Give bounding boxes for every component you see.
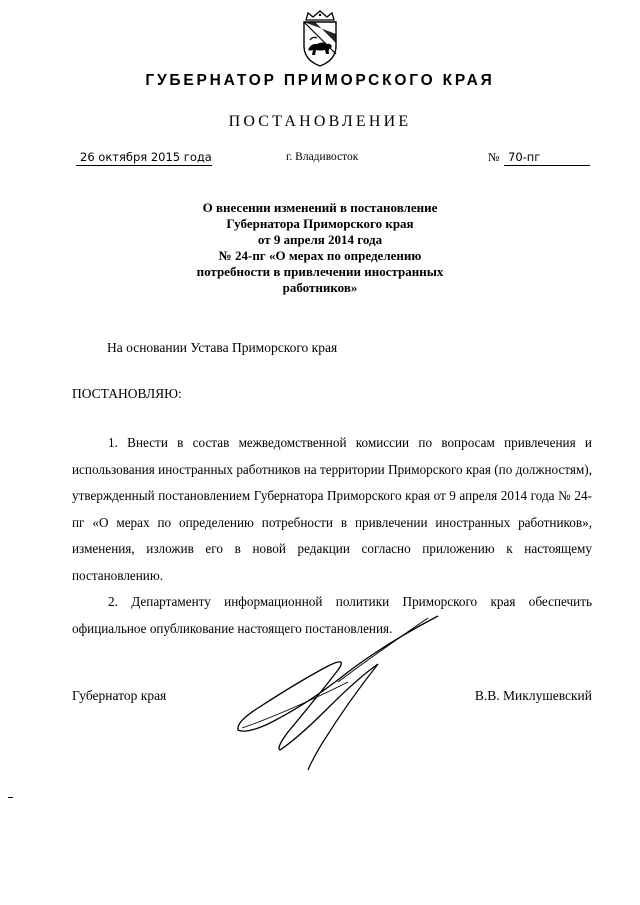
legal-basis: На основании Устава Приморского края xyxy=(107,340,338,355)
issuing-authority: ГУБЕРНАТОР ПРИМОРСКОГО КРАЯ xyxy=(145,72,495,89)
signatory-position: Губернатор края xyxy=(72,688,167,703)
title-line: потребности в привлечении иностранных xyxy=(196,264,444,279)
clause-1: 1. Внести в состав межведомственной комиссии по вопросам привлечения и использования иностранных работников на территории Приморского края (по должностям), утвержденный постановлением Губернатора Приморского края от 9 апреля 2014 года № 24-пг «О мерах по определению потребности в привлечении иностранных работников», изменения, изложив его в новой редакции согласно приложению к настоящему постановлению. xyxy=(72,435,592,583)
number-underline xyxy=(504,165,590,166)
title-line: Губернатора Приморского края xyxy=(226,216,414,231)
date-underline xyxy=(76,165,212,166)
title-line: работников» xyxy=(282,280,358,295)
title-line: № 24-пг «О мерах по определению xyxy=(218,248,422,263)
signatory-name: В.В. Миклушевский xyxy=(474,688,592,703)
document-type: ПОСТАНОВЛЕНИЕ xyxy=(228,113,412,130)
signature-block xyxy=(72,688,592,712)
date-number-line xyxy=(76,150,586,172)
document-title xyxy=(0,200,640,296)
clause-2: 2. Департаменту информационной политики Приморского края обеспечить официальное опубликование настоящего постановления. xyxy=(72,594,592,636)
margin-mark xyxy=(8,797,13,798)
document-date: 26 октября 2015 года xyxy=(80,150,212,164)
resolution-clauses xyxy=(72,430,592,642)
primorsky-krai-coat-of-arms-icon xyxy=(298,10,342,68)
resolve-heading: ПОСТАНОВЛЯЮ: xyxy=(72,386,182,401)
title-line: О внесении изменений в постановление xyxy=(202,200,438,215)
document-number: 70-пг xyxy=(508,150,541,164)
number-sign: № xyxy=(488,150,500,164)
title-line: от 9 апреля 2014 года xyxy=(257,232,383,247)
document-city: г. Владивосток xyxy=(286,151,359,163)
